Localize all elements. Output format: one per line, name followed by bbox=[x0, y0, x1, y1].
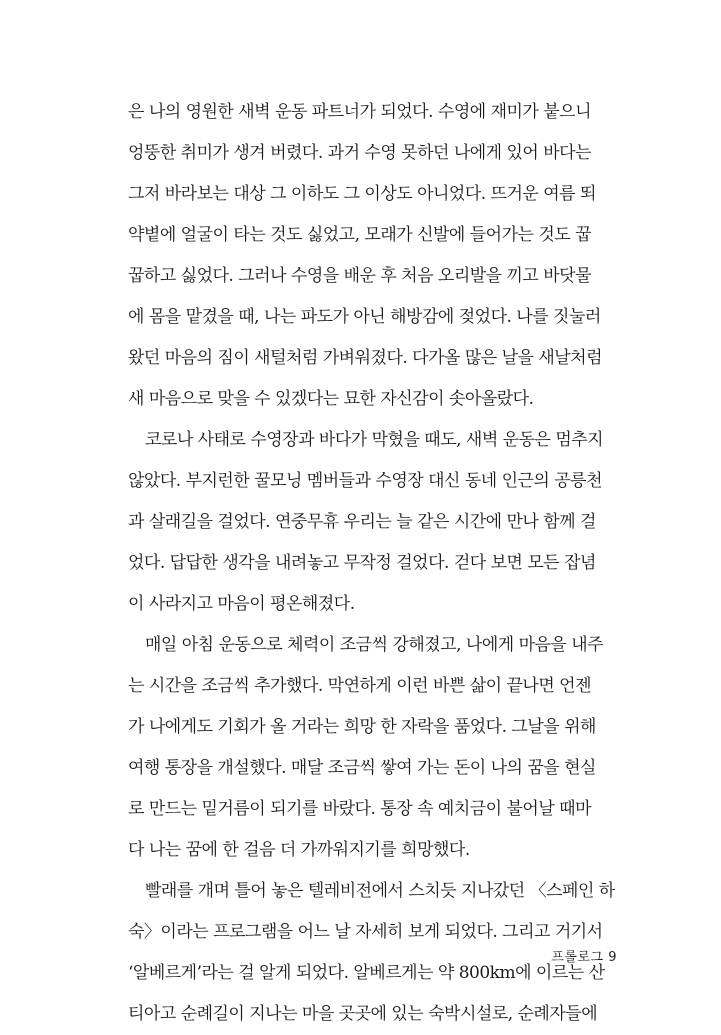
text-line: 이 사라지고 마음이 평온해졌다. bbox=[128, 594, 355, 614]
text-line: 엉뚱한 취미가 생겨 버렸다. 과거 수영 못하던 나에게 있어 바다는 bbox=[128, 143, 592, 163]
text-line: 않았다. 부지런한 꿀모닝 멤버들과 수영장 대신 동네 인근의 공릉천 bbox=[128, 471, 603, 491]
text-line: 에 몸을 맡겼을 때, 나는 파도가 아닌 해방감에 젖었다. 나를 짓눌러 bbox=[128, 307, 601, 327]
text-line: 로 만드는 밑거름이 되기를 바랐다. 통장 속 예치금이 불어날 때마 bbox=[128, 799, 592, 819]
text-line: 코로나 사태로 수영장과 바다가 막혔을 때도, 새벽 운동은 멈추지 bbox=[145, 430, 604, 450]
text-line: 약볕에 얼굴이 타는 것도 싫었고, 모래가 신발에 들어가는 것도 꿉 bbox=[128, 225, 592, 245]
text-line: 새 마음으로 맞을 수 있겠다는 묘한 자신감이 솟아올랐다. bbox=[128, 389, 534, 409]
text-line: 숙〉이라는 프로그램을 어느 날 자세히 보게 되었다. 그리고 거기서 bbox=[128, 922, 603, 942]
text-line: 여행 통장을 개설했다. 매달 조금씩 쌓여 가는 돈이 나의 꿈을 현실 bbox=[128, 758, 596, 778]
page-footer bbox=[551, 946, 617, 965]
page-number: 9 bbox=[608, 950, 617, 965]
text-line: 는 시간을 조금씩 추가했다. 막연하게 이런 바쁜 삶이 끝나면 언젠 bbox=[128, 676, 592, 696]
text-line: 가 나에게도 기회가 올 거라는 희망 한 자락을 품었다. 그날을 위해 bbox=[128, 717, 596, 737]
text-line: 은 나의 영원한 새벽 운동 파트너가 되었다. 수영에 재미가 붙으니 bbox=[128, 102, 592, 122]
text-line: 왔던 마음의 짐이 새털처럼 가벼워졌다. 다가올 많은 날을 새날처럼 bbox=[128, 348, 603, 368]
text-line: 그저 바라보는 대상 그 이하도 그 이상도 아니었다. 뜨거운 여름 뙤 bbox=[128, 184, 596, 204]
text-line: 과 살래길을 걸었다. 연중무휴 우리는 늘 같은 시간에 만나 함께 걸 bbox=[128, 512, 596, 532]
text-line: 다 나는 꿈에 한 걸음 더 가까워지기를 희망했다. bbox=[128, 840, 470, 860]
body-text bbox=[128, 92, 622, 1035]
text-line: 빨래를 개며 틀어 놓은 텔레비전에서 스치듯 지나갔던 〈스페인 하 bbox=[145, 881, 615, 901]
text-line: 었다. 답답한 생각을 내려놓고 무작정 걸었다. 걷다 보면 모든 잡념 bbox=[128, 553, 596, 573]
text-line: 티아고 순례길이 지나는 마을 곳곳에 있는 숙박시설로, 순례자들에 bbox=[128, 1004, 598, 1024]
text-line: 꿉하고 싫었다. 그러나 수영을 배운 후 처음 오리발을 끼고 바닷물 bbox=[128, 266, 592, 286]
text-line: 매일 아침 운동으로 체력이 조금씩 강해졌고, 나에게 마음을 내주 bbox=[145, 635, 604, 655]
text-line: ‘알베르게’라는 걸 알게 되었다. 알베르게는 약 800km에 이르는 산 bbox=[128, 963, 605, 983]
section-title: 프롤로그 bbox=[551, 950, 604, 965]
